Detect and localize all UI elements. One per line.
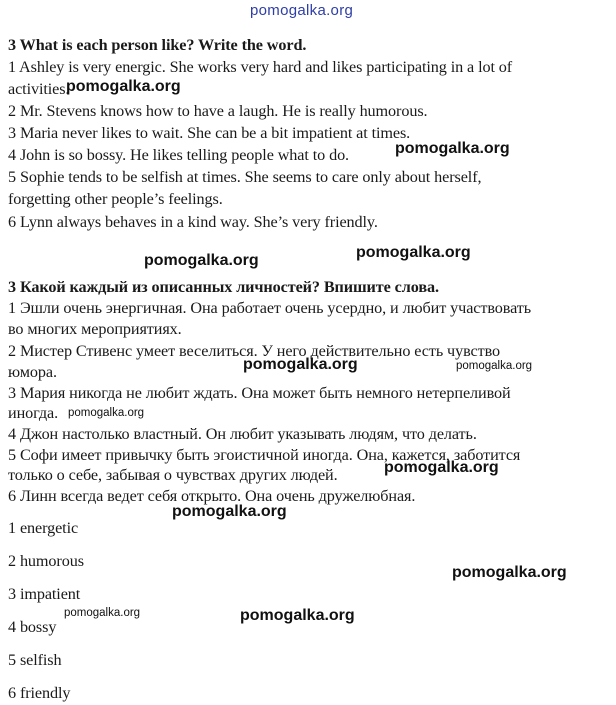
answer-item: 4 bossy [8,618,57,636]
watermark: pomogalka.org [172,503,287,520]
russian-line: во многих мероприятиях. [8,320,182,338]
watermark: pomogalka.org [64,607,141,619]
watermark: pomogalka.org [395,140,510,157]
watermark: pomogalka.org [356,244,471,261]
watermark: pomogalka.org [456,360,533,372]
watermark: pomogalka.org [452,564,567,581]
english-line: 5 Sophie tends to be selfish at times. She seems to care only about herself, [8,168,482,186]
english-line: 1 Ashley is very energic. She works very hard and likes participating in a lot of [8,58,513,76]
answer-item: 1 energetic [8,519,79,537]
russian-line: 2 Мистер Стивенс умеет веселиться. У него действительно есть чувство [8,342,501,360]
english-line: activities. [8,80,70,98]
answer-item: 6 friendly [8,684,71,702]
watermark: pomogalka.org [243,356,358,373]
english-line: forgetting other people’s feelings. [8,190,223,208]
english-line: 3 Maria never likes to wait. She can be a bit impatient at times. [8,124,411,142]
english-line: 6 Lynn always behaves in a kind way. She’s very friendly. [8,213,378,231]
answer-item: 3 impatient [8,585,81,603]
watermark: pomogalka.org [68,407,145,419]
russian-heading: 3 Какой каждый из описанных личностей? Впишите слова. [8,278,439,296]
russian-line: иногда. [8,404,59,422]
watermark-top: pomogalka.org [250,2,354,19]
answer-item: 5 selfish [8,651,62,669]
russian-line: 6 Линн всегда ведет себя открыто. Она очень дружелюбная. [8,487,416,505]
russian-line: 1 Эшли очень энергичная. Она работает очень усердно, и любит участвовать [8,299,532,317]
russian-line: юмора. [8,363,57,381]
watermark: pomogalka.org [384,459,499,476]
english-line: 2 Mr. Stevens knows how to have a laugh. He is really humorous. [8,102,428,120]
russian-line: 5 Софи имеет привычку быть эгоистичной иногда. Она, кажется, заботится [8,446,521,464]
english-heading: 3 What is each person like? Write the word. [8,36,307,54]
russian-line: только о себе, забывая о чувствах других людей. [8,466,338,484]
english-line: 4 John is so bossy. He likes telling people what to do. [8,146,350,164]
watermark: pomogalka.org [144,252,259,269]
russian-line: 4 Джон настолько властный. Он любит указывать людям, что делать. [8,425,477,443]
russian-line: 3 Мария никогда не любит ждать. Она может быть немного нетерпеливой [8,384,511,402]
answer-item: 2 humorous [8,552,84,570]
watermark: pomogalka.org [240,607,355,624]
watermark: pomogalka.org [66,78,181,95]
